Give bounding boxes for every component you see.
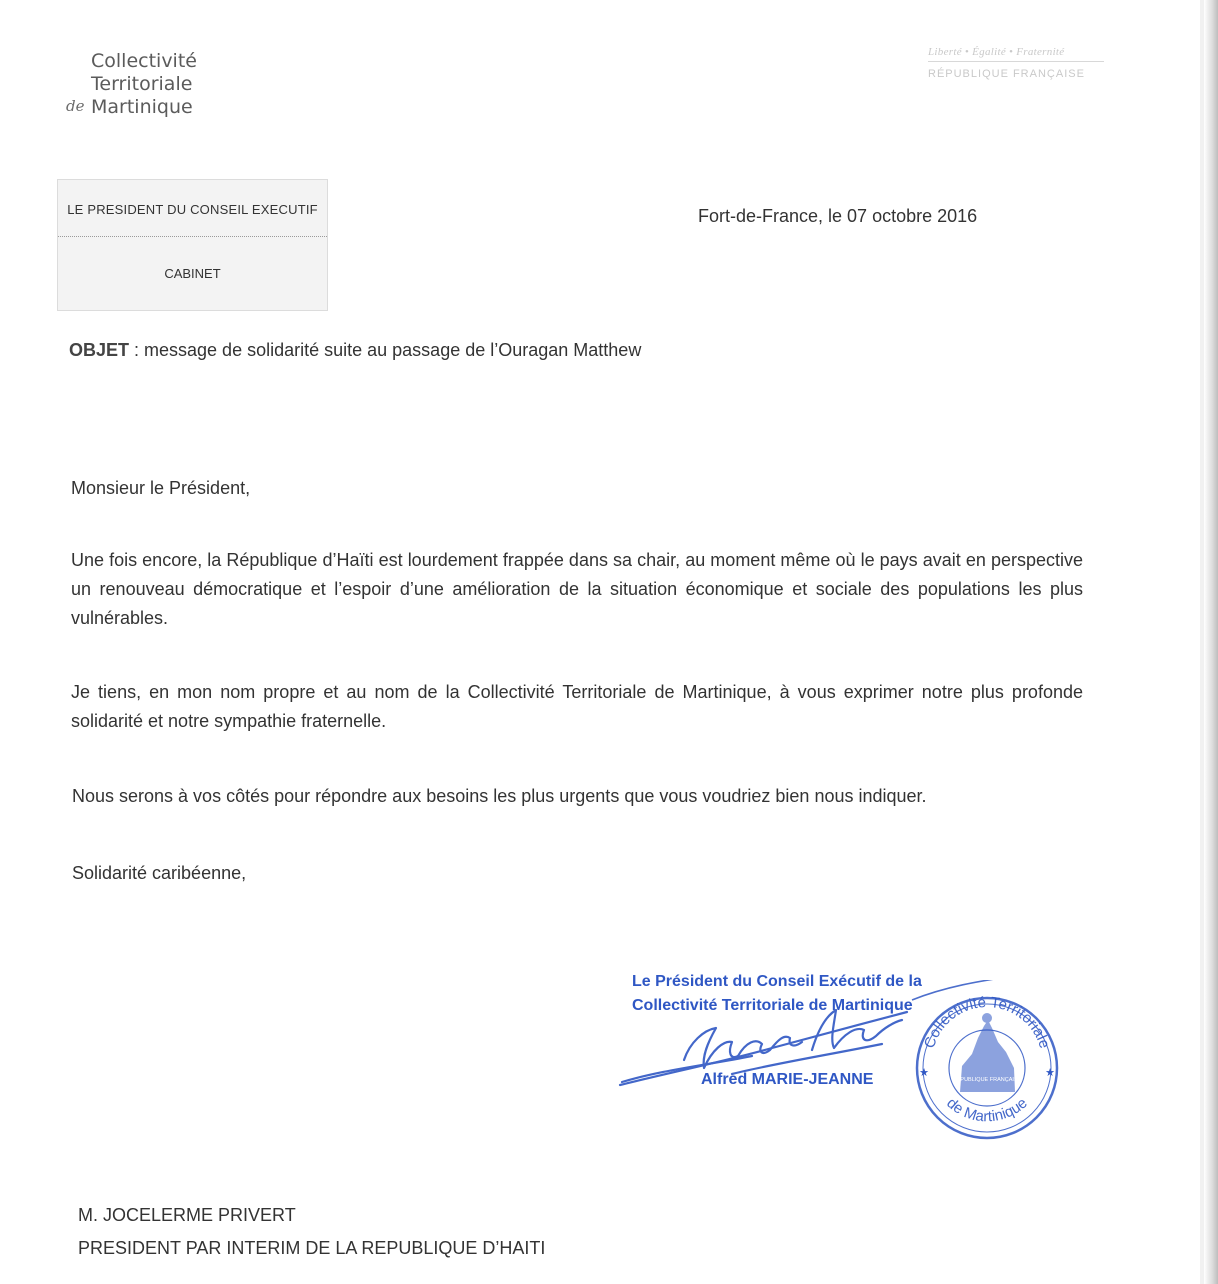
logo-line-2: Territoriale xyxy=(91,73,193,95)
seal-star-left-icon: ★ xyxy=(919,1067,929,1079)
logo-line-1: Collectivité xyxy=(91,50,197,72)
sender-box xyxy=(57,179,328,311)
sender-title: LE PRESIDENT DU CONSEIL EXECUTIF xyxy=(67,202,318,217)
sender-department: CABINET xyxy=(164,266,221,281)
seal-text-top: Collectivité Territoriale xyxy=(920,993,1054,1051)
signatory-title-line-2: Collectivité Territoriale de Martinique xyxy=(632,997,913,1014)
body-paragraph-1: Une fois encore, la République d’Haïti est lourdement frappée dans sa chair, au moment même où le pays avait en perspective un renouveau démocratique et l’espoir d’une amélioration de la situation économique et sociale des populations les plus vulnérables. xyxy=(71,550,1083,628)
subject-text: : message de solidarité suite au passage de l’Ouragan Matthew xyxy=(129,340,642,360)
page-edge xyxy=(1204,0,1218,1284)
logo-prefix: de xyxy=(66,97,85,115)
body-paragraph-2: Je tiens, en mon nom propre et au nom de la Collectivité Territoriale de Martinique, à vous exprimer notre plus profonde solidarité et notre sympathie fraternelle. xyxy=(71,682,1083,731)
republic-header xyxy=(928,46,1104,80)
seal-star-right-icon: ★ xyxy=(1045,1067,1055,1079)
logo-line-3: Martinique xyxy=(91,96,193,118)
signatory-title-line-1: Le Président du Conseil Exécutif de la xyxy=(632,973,922,990)
recipient-title: PRESIDENT PAR INTERIM DE LA REPUBLIQUE D’HAITI xyxy=(78,1238,546,1258)
salutation: Monsieur le Président, xyxy=(71,478,251,498)
republic-name: RÉPUBLIQUE FRANÇAISE xyxy=(928,68,1085,80)
subject-label: OBJET xyxy=(69,340,130,360)
sender-divider xyxy=(58,236,327,237)
recipient-block xyxy=(78,1199,545,1265)
seal-text-bottom: de Martinique xyxy=(943,1094,1031,1126)
republic-motto: Liberté • Égalité • Fraternité xyxy=(928,46,1104,62)
body-paragraph-3: Nous serons à vos côtés pour répondre aux besoins les plus urgents que vous voudriez bien nous indiquer. xyxy=(72,786,927,806)
seal-inner-text: RÉPUBLIQUE FRANÇAISE xyxy=(952,1077,1022,1083)
closing: Solidarité caribéenne, xyxy=(72,863,247,883)
signatory-name: Alfred MARIE-JEANNE xyxy=(701,1071,874,1088)
letter-subject xyxy=(69,340,641,361)
svg-text:de Martinique xyxy=(943,1095,1030,1126)
recipient-name: M. JOCELERME PRIVERT xyxy=(78,1205,296,1225)
official-seal xyxy=(902,980,1072,1140)
letter-date: Fort-de-France, le 07 octobre 2016 xyxy=(698,206,978,226)
